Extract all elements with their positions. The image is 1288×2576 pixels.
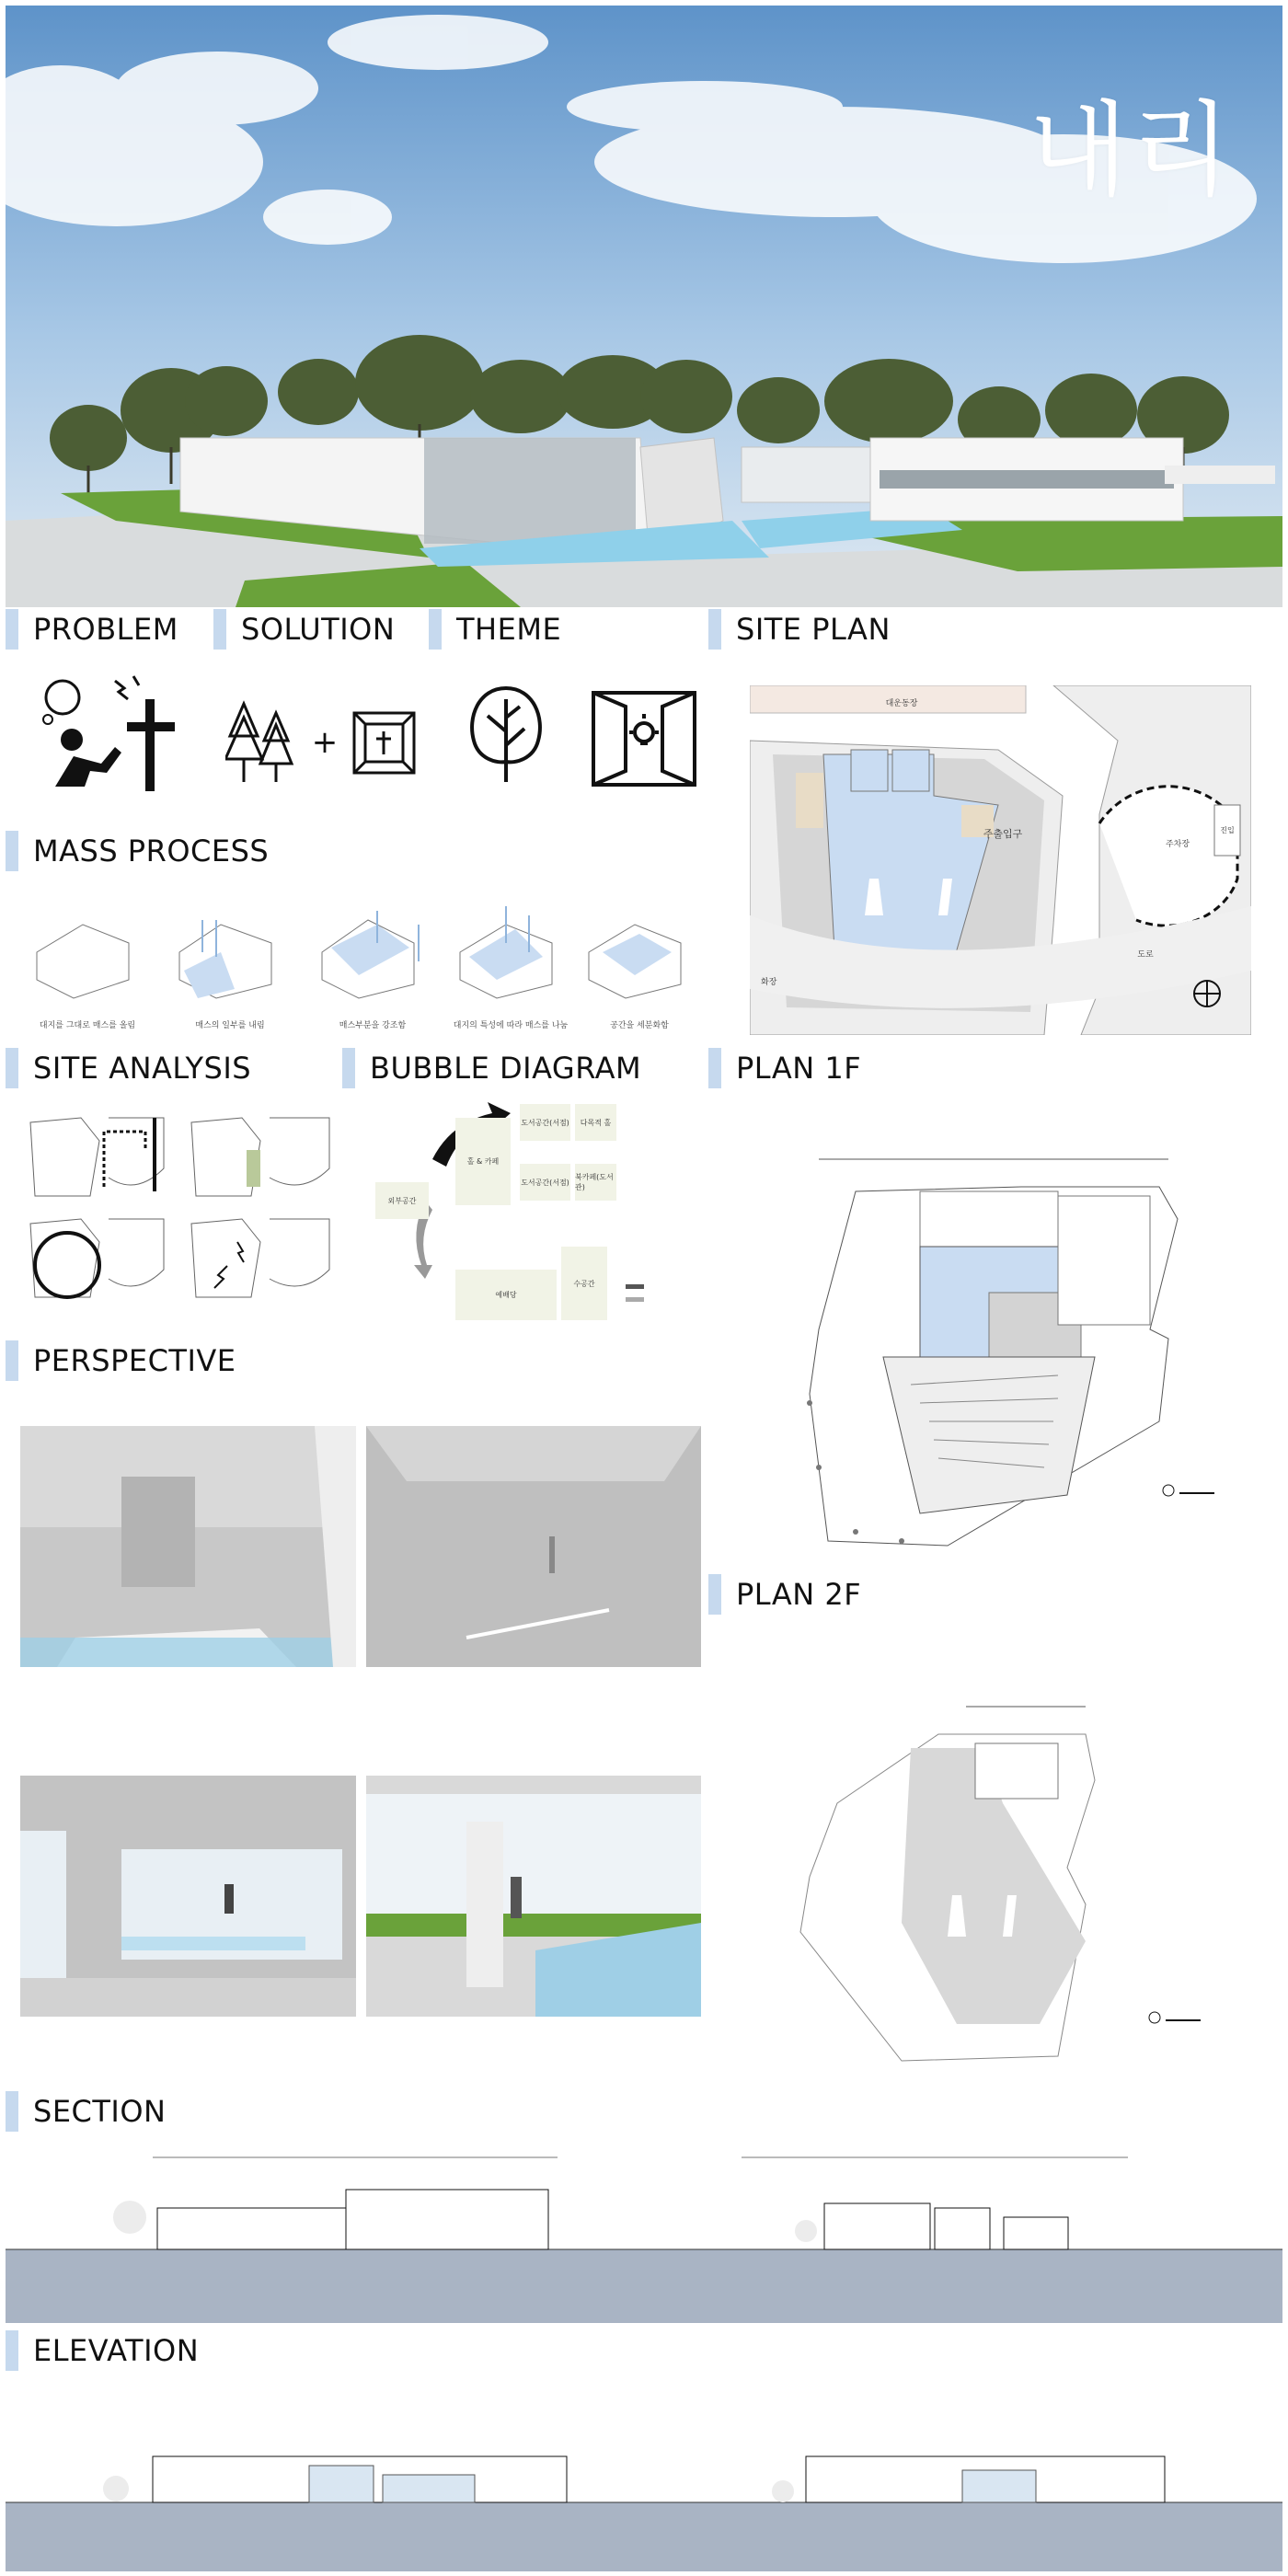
section-title: BUBBLE DIAGRAM (370, 1051, 642, 1086)
svg-text:도로: 도로 (1137, 950, 1154, 960)
section-header-plan-2f (708, 1573, 861, 1616)
bubble-node: 외부공간 (375, 1182, 429, 1219)
section-header-problem (6, 608, 178, 650)
section-title: SITE PLAN (736, 612, 891, 647)
bubble-node: 다목적 홀 (575, 1104, 616, 1141)
section-bar (6, 609, 18, 650)
forest-plus-chapel-icon (225, 699, 419, 791)
section-bar (708, 1048, 721, 1088)
svg-text:진입: 진입 (1220, 826, 1235, 834)
svg-text:+: + (311, 724, 339, 761)
section-title: SOLUTION (241, 612, 396, 647)
mass-step-caption: 매스부분을 강조함 (339, 1021, 407, 1030)
section-bar (708, 609, 721, 650)
section-header-perspective (6, 1340, 236, 1382)
section-title: SITE ANALYSIS (33, 1051, 252, 1086)
bubble-node: 도서공간(서점) (520, 1164, 570, 1201)
mass-step-caption: 대지를 그대로 매스를 올림 (39, 1021, 136, 1030)
section-title: ELEVATION (33, 2333, 200, 2368)
svg-text:주출입구: 주출입구 (983, 828, 1023, 840)
hero-title: 내리 (1028, 91, 1235, 211)
section-title: THEME (456, 612, 562, 647)
section-header-bubble-diagram (342, 1047, 641, 1089)
section-bar (6, 831, 18, 871)
bubble-node: 수공간 (561, 1247, 607, 1320)
site-analysis-diagrams (26, 1113, 339, 1306)
plan-1f-drawing (782, 1145, 1242, 1555)
section-header-theme (429, 608, 561, 650)
svg-text:대운동장: 대운동장 (885, 699, 918, 708)
section-title: SECTION (33, 2094, 167, 2129)
section-bar (342, 1048, 355, 1088)
bubble-node: 홀 & 카페 (455, 1118, 511, 1205)
svg-text:화장: 화장 (761, 978, 777, 987)
mass-process-diagrams (28, 906, 699, 1012)
tree-icon (465, 681, 547, 791)
section-header-plan-1f (708, 1047, 861, 1089)
section-title: PLAN 2F (736, 1577, 862, 1612)
section-title: PROBLEM (33, 612, 178, 647)
plan-2f-drawing (782, 1693, 1242, 2065)
perspective-renderings-top (20, 1426, 701, 1667)
praying-person-cross-icon (37, 672, 193, 796)
bubble-node: 예배당 (455, 1270, 557, 1320)
section-bar (6, 2091, 18, 2132)
section-drawings (6, 2148, 1282, 2323)
section-bar (213, 609, 226, 650)
section-title: PLAN 1F (736, 1051, 862, 1086)
legend-swatch-dark (626, 1284, 644, 1289)
section-title: MASS PROCESS (33, 834, 270, 868)
section-header-elevation (6, 2329, 199, 2372)
section-bar (429, 609, 442, 650)
section-header-solution (213, 608, 395, 650)
elevation-drawings (6, 2438, 1282, 2571)
bubble-node: 도서공간(서점) (520, 1104, 570, 1141)
perspective-renderings-bottom (20, 1776, 701, 2017)
svg-text:주차장: 주차장 (1165, 840, 1190, 849)
section-bar (6, 1340, 18, 1381)
open-door-light-icon (589, 688, 699, 789)
legend-swatch-light (626, 1297, 644, 1302)
section-bar (708, 1574, 721, 1615)
section-header-site-plan (708, 608, 891, 650)
section-header-section (6, 2090, 166, 2133)
section-title: PERSPECTIVE (33, 1343, 236, 1378)
hero-rendering (6, 6, 1282, 607)
section-header-mass-process (6, 830, 269, 872)
mass-step-caption: 매스의 일부를 내림 (195, 1021, 265, 1030)
mass-step-caption: 공간을 세분화함 (610, 1021, 669, 1030)
site-plan-drawing (750, 685, 1251, 1035)
section-bar (6, 1048, 18, 1088)
mass-step-caption: 대지의 특성에 따라 매스를 나눔 (453, 1021, 569, 1030)
bubble-node: 북카페(도서관) (575, 1164, 616, 1201)
section-header-site-analysis (6, 1047, 251, 1089)
section-bar (6, 2330, 18, 2371)
